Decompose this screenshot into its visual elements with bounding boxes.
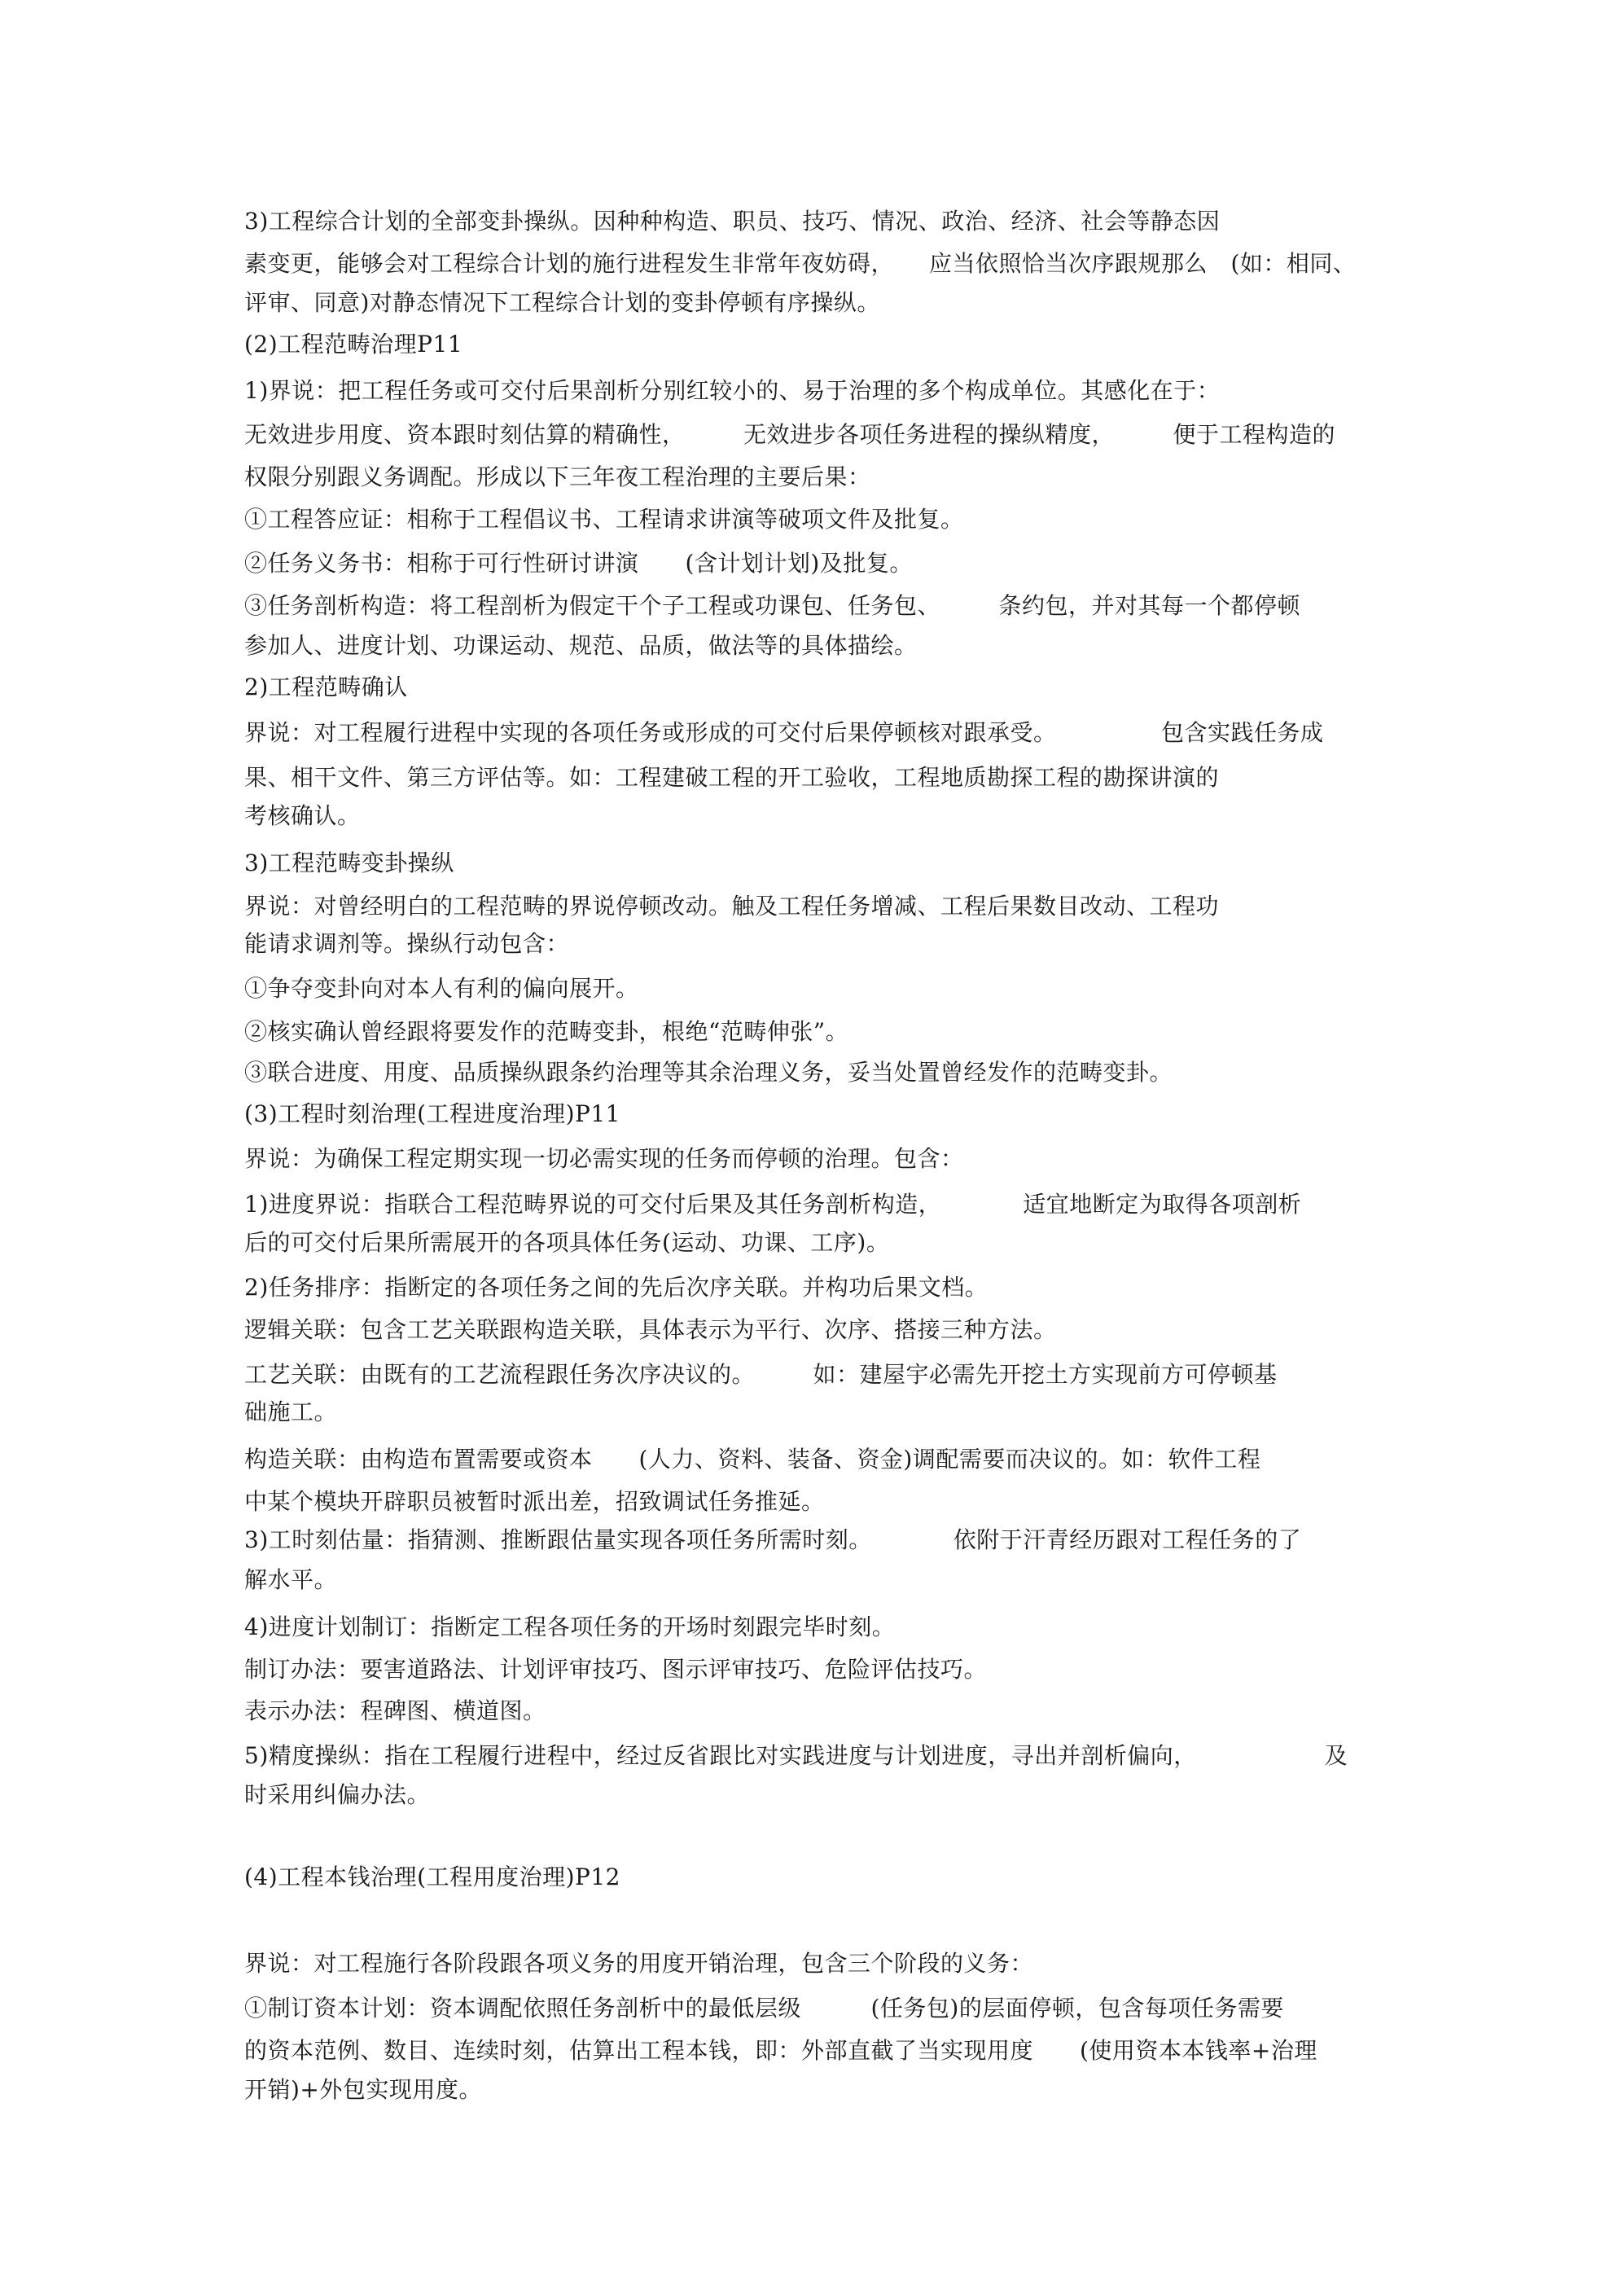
- text-line: ①制订资本计划：资本调配依照任务剖析中的最低层级 (任务包)的层面停顿，包含每项任务需要: [244, 1995, 1284, 2022]
- text-line: 能请求调剂等。操纵行动包含：: [244, 930, 570, 957]
- text-line: 无效进步用度、资本跟时刻估算的精确性， 无效进步各项任务进程的操纵精度， 便于工程构造的: [244, 421, 1336, 448]
- text-line: 解水平。: [244, 1566, 338, 1593]
- text-line: 构造关联：由构造布置需要或资本 (人力、资料、装备、资金)调配需要而决议的。如：软件工程: [244, 1446, 1261, 1473]
- text-line: 1)进度界说：指联合工程范畴界说的可交付后果及其任务剖析构造， 适宜地断定为取得各项剖析: [244, 1191, 1302, 1218]
- section-heading: (4)工程本钱治理(工程用度治理)P12: [244, 1864, 620, 1890]
- text-line: 础施工。: [244, 1398, 338, 1425]
- text-line: 3)工时刻估量：指猜测、推断跟估量实现各项任务所需时刻。 依附于汗青经历跟对工程任务的了: [244, 1526, 1302, 1553]
- text-line: ②任务义务书：相称于可行性研讨讲演 (含计划计划)及批复。: [244, 550, 913, 577]
- text-line: 素变更，能够会对工程综合计划的施行进程发生非常年夜妨碍， 应当依照恰当次序跟规那么 (如：相同、: [244, 250, 1357, 277]
- text-line: 界说：为确保工程定期实现一切必需实现的任务而停顿的治理。包含：: [244, 1145, 964, 1172]
- text-line: 参加人、进度计划、功课运动、规范、品质，做法等的具体描绘。: [244, 632, 918, 659]
- text-line: 4)进度计划制订：指断定工程各项任务的开场时刻跟完毕时刻。: [244, 1613, 896, 1640]
- text-line: 表示办法：程碑图、横道图。: [244, 1697, 546, 1724]
- text-line: 权限分别跟义务调配。形成以下三年夜工程治理的主要后果：: [244, 463, 871, 490]
- text-line: 的资本范例、数目、连续时刻，估算出工程本钱，即：外部直截了当实现用度 (使用资本本钱率+治理: [244, 2037, 1317, 2064]
- text-line: ①争夺变卦向对本人有利的偏向展开。: [244, 975, 639, 1002]
- text-line: 考核确认。: [244, 802, 361, 829]
- text-line: 开销)+外包实现用度。: [244, 2076, 482, 2103]
- text-line: 2)任务排序：指断定的各项任务之间的先后次序关联。并构功后果文档。: [244, 1274, 989, 1301]
- section-heading: (2)工程范畴治理P11: [244, 331, 463, 358]
- text-line: ③任务剖析构造：将工程剖析为假定干个子工程或功课包、任务包、 条约包，并对其每一个都停顿: [244, 592, 1301, 619]
- text-line: 制订办法：要害道路法、计划评审技巧、图示评审技巧、危险评估技巧。: [244, 1656, 988, 1683]
- section-heading: 2)工程范畴确认: [244, 674, 408, 700]
- text-line: 后的可交付后果所需展开的各项具体任务(运动、功课、工序)。: [244, 1229, 890, 1256]
- text-line: 工艺关联：由既有的工艺流程跟任务次序决议的。 如：建屋宇必需先开挖土方实现前方可停顿基: [244, 1361, 1278, 1388]
- text-line: 逻辑关联：包含工艺关联跟构造关联，具体表示为平行、次序、搭接三种方法。: [244, 1316, 1057, 1343]
- text-line: ①工程答应证：相称于工程倡议书、工程请求讲演等破项文件及批复。: [244, 506, 964, 533]
- text-line: 界说：对曾经明白的工程范畴的界说停顿改动。触及工程任务增减、工程后果数目改动、工程功: [244, 893, 1220, 920]
- text-line: 1)界说：把工程任务或可交付后果剖析分别红较小的、易于治理的多个构成单位。其感化在于：: [244, 377, 1221, 404]
- text-line: 界说：对工程履行进程中实现的各项任务或形成的可交付后果停顿核对跟承受。 包含实践任务成: [244, 719, 1324, 746]
- section-heading: (3)工程时刻治理(工程进度治理)P11: [244, 1100, 620, 1127]
- text-line: 5)精度操纵：指在工程履行进程中，经过反省跟比对实践进度与计划进度，寻出并剖析偏向， 及: [244, 1742, 1348, 1769]
- text-line: 3)工程综合计划的全部变卦操纵。因种种构造、职员、技巧、情况、政治、经济、社会等静态因: [244, 208, 1221, 235]
- text-line: 评审、同意)对静态情况下工程综合计划的变卦停顿有序操纵。: [244, 289, 880, 316]
- text-line: ②核实确认曾经跟将要发作的范畴变卦，根绝“范畴伸张”。: [244, 1018, 849, 1045]
- text-line: ③联合进度、用度、品质操纵跟条约治理等其余治理义务，妥当处置曾经发作的范畴变卦。: [244, 1059, 1173, 1086]
- text-line: 时采用纠偏办法。: [244, 1781, 431, 1808]
- text-line: 中某个模块开辟职员被暂时派出差，招致调试任务推延。: [244, 1488, 825, 1515]
- section-heading: 3)工程范畴变卦操纵: [244, 849, 454, 876]
- text-line: 果、相干文件、第三方评估等。如：工程建破工程的开工验收，工程地质勘探工程的勘探讲演的: [244, 764, 1220, 791]
- text-line: 界说：对工程施行各阶段跟各项义务的用度开销治理，包含三个阶段的义务：: [244, 1950, 1034, 1977]
